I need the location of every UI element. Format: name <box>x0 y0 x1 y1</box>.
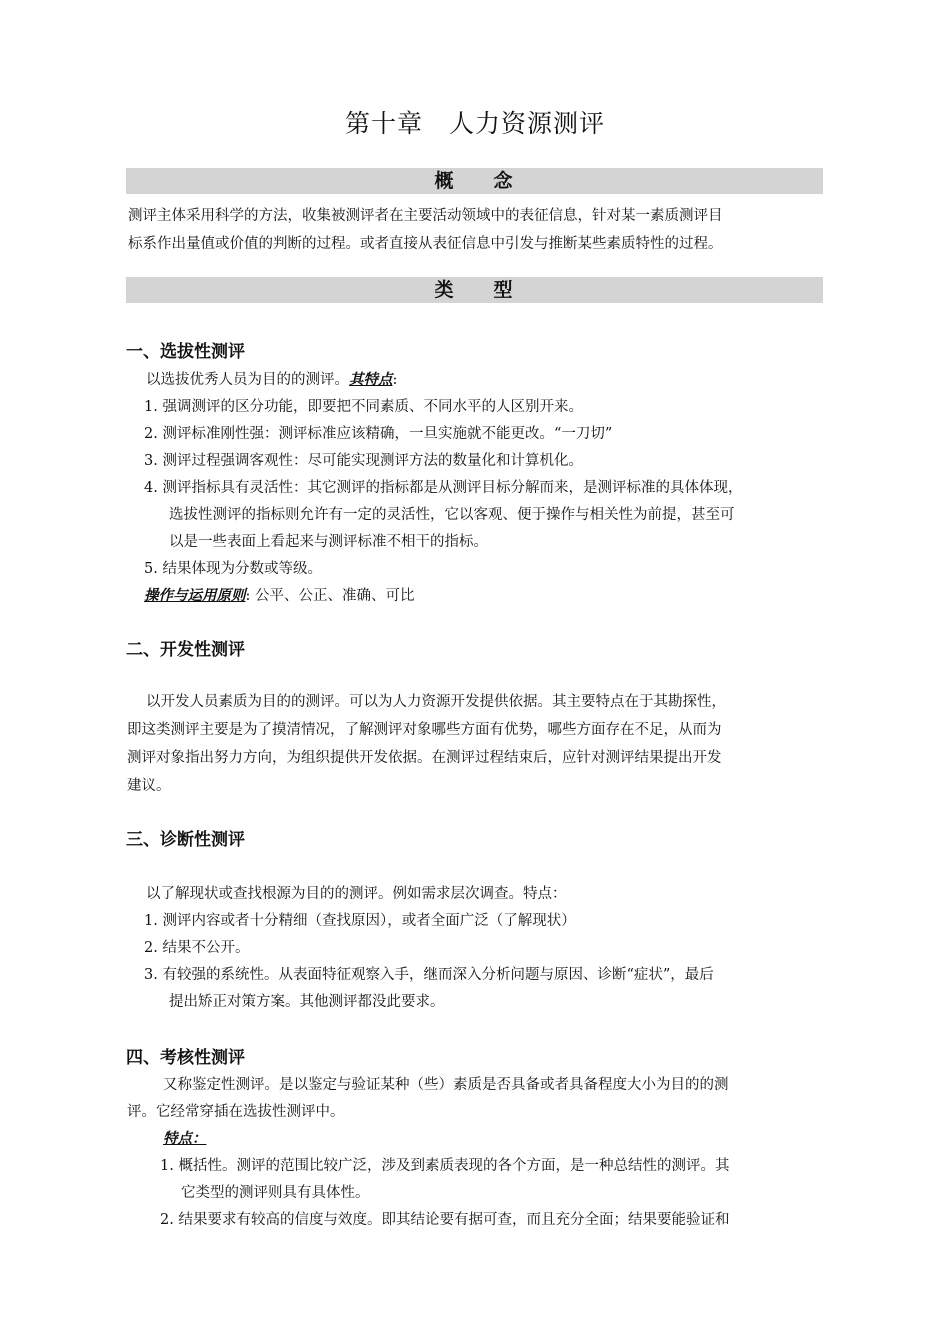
s1-item-cont: 选拔性测评的指标则允许有一定的灵活性，它以客观、便于操作与相关性为前提，甚至可 <box>169 507 735 523</box>
bar-char: 念 <box>493 170 515 192</box>
s1-item: 4. 测评指标具有灵活性：其它测评的指标都是从测评目标分解而来，是测评标准的具体体现， <box>144 480 743 496</box>
s3-item: 3. 有较强的系统性。从表面特征观察入手，继而深入分析问题与原因、诊断“症状”，最后 <box>144 967 714 983</box>
s2-line: 以开发人员素质为目的的测评。可以为人力资源开发提供依据。其主要特点在于其勘探性， <box>146 694 726 710</box>
s1-item: 2. 测评标准刚性强：测评标准应该精确，一旦实施就不能更改。“一刀切” <box>144 426 613 442</box>
s1-intro <box>146 368 397 389</box>
s4-item-cont: 它类型的测评则具有具体性。 <box>181 1185 370 1201</box>
s1-item: 3. 测评过程强调客观性：尽可能实现测评方法的数量化和计算机化。 <box>144 453 583 469</box>
concept-line: 测评主体采用科学的方法，收集被测评者在主要活动领域中的表征信息，针对某一素质测评目 <box>128 208 723 224</box>
section-heading-2: 二、开发性测评 <box>126 640 245 660</box>
section-heading-4: 四、考核性测评 <box>126 1048 245 1068</box>
s2-line: 建议。 <box>127 778 171 794</box>
s1-item: 1. 强调测评的区分功能，即要把不同素质、不同水平的人区别开来。 <box>144 399 583 415</box>
s3-intro: 以了解现状或查找根源为目的的测评。例如需求层次调查。特点： <box>146 886 567 902</box>
s4-line: 评。它经常穿插在选拔性测评中。 <box>127 1104 345 1120</box>
section-heading-1: 一、选拔性测评 <box>126 342 245 362</box>
concept-line: 标系作出量值或价值的判断的过程。或者直接从表征信息中引发与推断某些素质特性的过程。 <box>128 236 723 252</box>
s1-intro-emphasis: 其特点 <box>349 371 393 388</box>
section-heading-3: 三、诊断性测评 <box>126 830 245 850</box>
s1-intro-colon: : <box>392 372 398 388</box>
s4-item: 1. 概括性。测评的范围比较广泛，涉及到素质表现的各个方面，是一种总结性的测评。其 <box>160 1158 730 1174</box>
s3-item-cont: 提出矫正对策方案。其他测评都没此要求。 <box>169 994 445 1010</box>
bar-char: 型 <box>493 279 515 301</box>
s1-principles <box>144 584 415 605</box>
s4-line: 又称鉴定性测评。是以鉴定与验证某种（些）素质是否具备或者具备程度大小为目的的测 <box>163 1077 729 1093</box>
s1-item-cont: 以是一些表面上看起来与测评标准不相干的指标。 <box>169 534 488 550</box>
principle-label: 操作与运用原则 <box>144 587 246 604</box>
bar-char: 类 <box>434 279 456 301</box>
s4-feature-label: 特点： <box>163 1130 207 1147</box>
s3-item: 2. 结果不公开。 <box>144 940 250 956</box>
s1-intro-text: 以选拔优秀人员为目的的测评。 <box>146 372 349 388</box>
bar-char: 概 <box>434 170 456 192</box>
s1-item: 5. 结果体现为分数或等级。 <box>144 561 322 577</box>
section-bar-concept <box>126 168 823 194</box>
section-bar-types <box>126 277 823 303</box>
principle-values: : 公平、公正、准确、可比 <box>245 588 415 604</box>
s4-item: 2. 结果要求有较高的信度与效度。即其结论要有据可查，而且充分全面；结果要能验证和 <box>160 1212 730 1228</box>
s2-line: 即这类测评主要是为了摸清情况，了解测评对象哪些方面有优势，哪些方面存在不足，从而为 <box>127 722 722 738</box>
chapter-title: 第十章 人力资源测评 <box>344 109 605 138</box>
s2-line: 测评对象指出努力方向，为组织提供开发依据。在测评过程结束后，应针对测评结果提出开发 <box>127 750 722 766</box>
s3-item: 1. 测评内容或者十分精细（查找原因），或者全面广泛（了解现状） <box>144 913 576 929</box>
